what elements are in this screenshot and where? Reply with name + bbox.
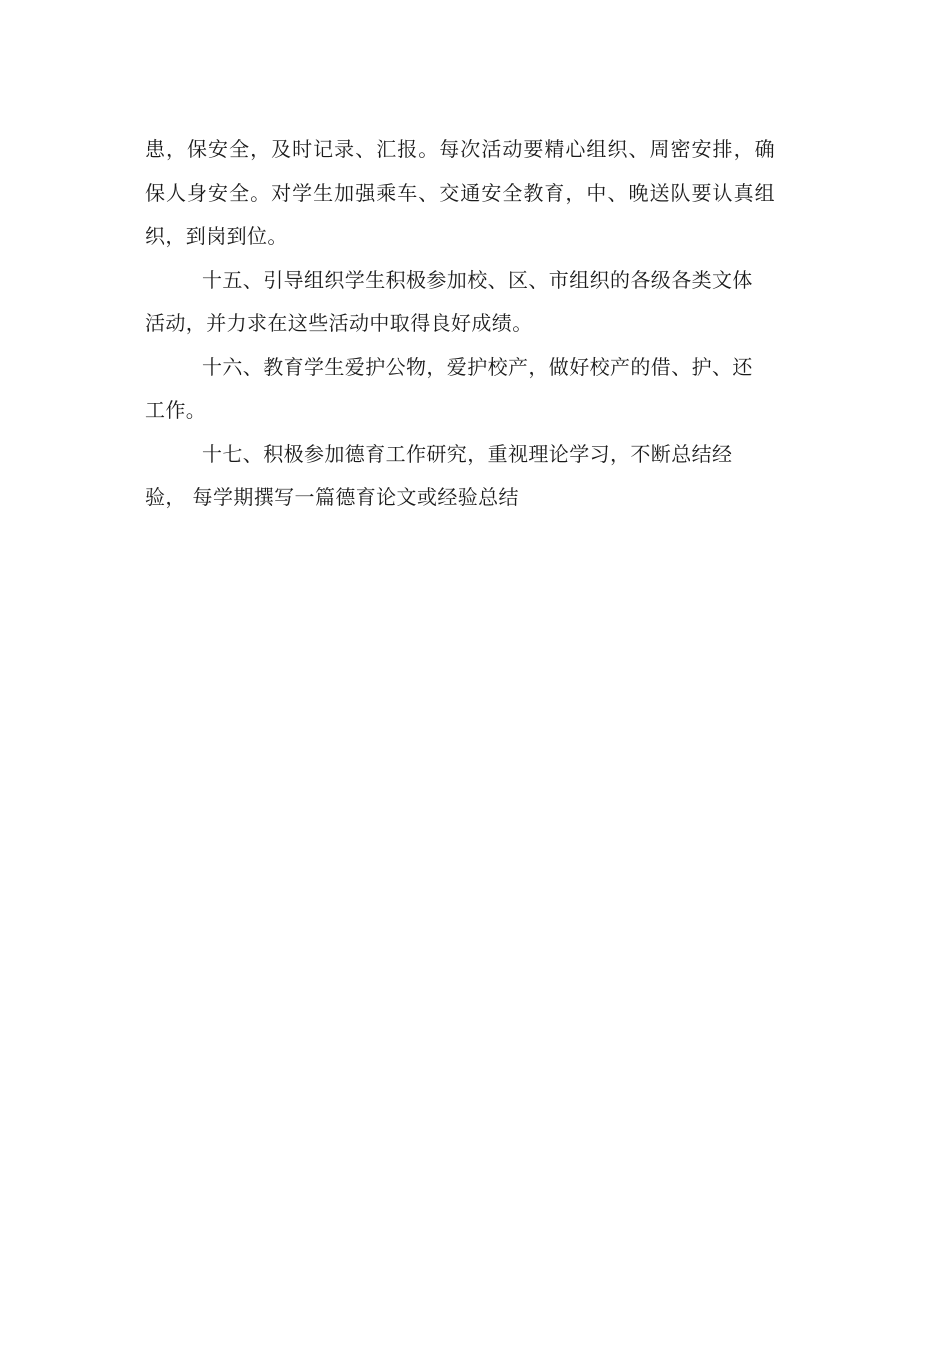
paragraph-item-17 bbox=[145, 433, 775, 520]
text-line: 十五、引导组织学生积极参加校、区、市组织的各级各类文体 bbox=[202, 267, 753, 292]
text-line: 活动，并力求在这些活动中取得良好成绩。 bbox=[145, 311, 533, 335]
text-line: 保人身安全。对学生加强乘车、交通安全教育，中、晚送队要认真组 bbox=[145, 180, 775, 205]
paragraph-continued bbox=[145, 128, 775, 259]
paragraph-item-16 bbox=[145, 346, 775, 433]
text-line: 织，到岗到位。 bbox=[145, 224, 288, 248]
paragraph-item-15 bbox=[145, 259, 775, 346]
text-line: 工作。 bbox=[145, 398, 207, 422]
text-line: 患，保安全，及时记录、汇报。每次活动要精心组织、周密安排，确 bbox=[145, 137, 775, 161]
document-body bbox=[145, 128, 775, 520]
text-line: 十六、教育学生爱护公物，爱护校产，做好校产的借、护、还 bbox=[202, 354, 753, 379]
text-line: 验， 每学期撰写一篇德育论文或经验总结 bbox=[145, 485, 519, 509]
text-line: 十七、积极参加德育工作研究，重视理论学习，不断总结经 bbox=[202, 441, 733, 466]
